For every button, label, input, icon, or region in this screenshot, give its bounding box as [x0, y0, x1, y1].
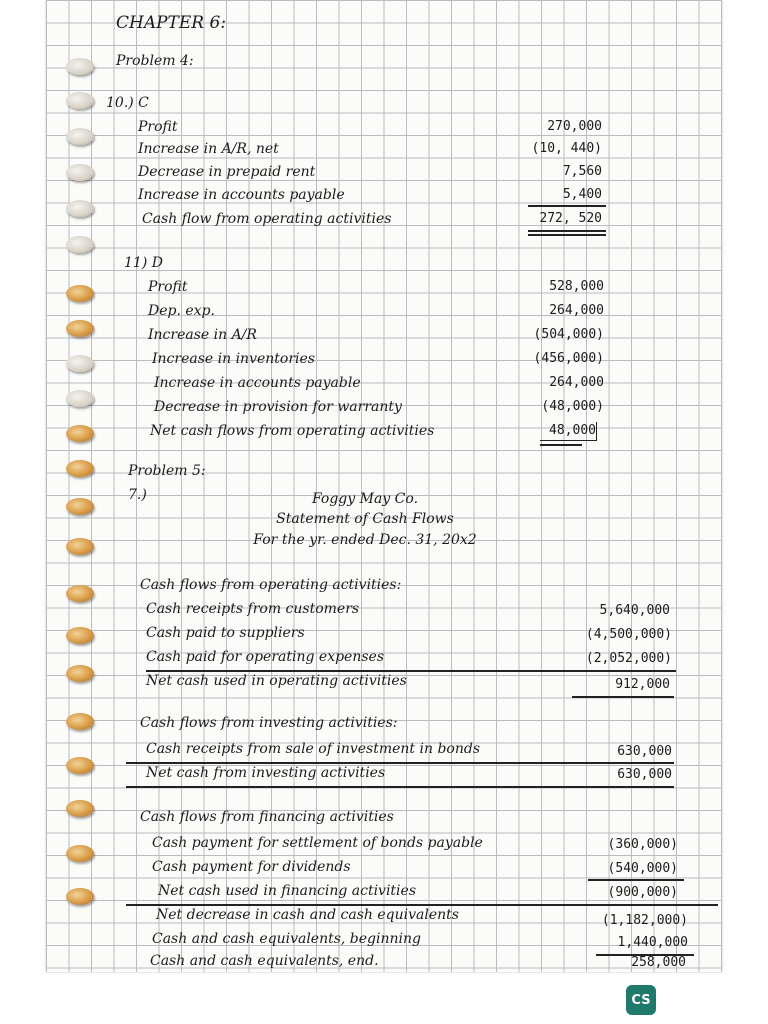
q10-ar-label: Increase in A/R, net	[138, 141, 279, 157]
op-expenses-amount: (2,052,000)	[585, 651, 672, 666]
q11-ar-label: Increase in A/R	[148, 327, 257, 343]
spiral-ring	[66, 200, 94, 217]
spiral-ring	[66, 713, 94, 730]
spiral-ring	[66, 800, 94, 817]
op-customers-label: Cash receipts from customers	[146, 601, 360, 617]
spiral-ring	[66, 285, 94, 302]
q11-warranty-amount: (48,000)	[541, 399, 604, 414]
spiral-ring	[66, 757, 94, 774]
cash-end-amount: 258,000	[631, 955, 686, 970]
q11-inventory-label: Increase in inventories	[152, 351, 315, 367]
q10-double-rule-2	[528, 234, 606, 236]
q11-ar-amount: (504,000)	[533, 327, 604, 342]
q11-total-amount: 48,000	[540, 422, 597, 441]
q10-profit-label: Profit	[138, 119, 178, 135]
spiral-ring	[66, 355, 94, 372]
q11-inventory-amount: (456,000)	[533, 351, 604, 366]
fin-total-label: Net cash used in financing activities	[158, 883, 417, 899]
chapter-title: CHAPTER 6:	[116, 13, 227, 33]
operating-heading: Cash flows from operating activities:	[140, 577, 402, 593]
fin-dividends-label: Cash payment for dividends	[152, 859, 351, 875]
problem-4-heading: Problem 4:	[116, 53, 194, 69]
spiral-ring	[66, 845, 94, 862]
inv-bonds-label: Cash receipts from sale of investment in bonds	[146, 741, 480, 757]
spiral-ring	[66, 58, 94, 75]
statement-title: Statement of Cash Flows	[276, 511, 454, 527]
inv-total-label: Net cash from investing activities	[146, 765, 386, 781]
camscanner-logo	[626, 985, 656, 1015]
q11-total-label: Net cash flows from operating activities	[150, 423, 435, 439]
q10-subtotal-rule	[528, 205, 606, 207]
q10-profit-amount: 270,000	[547, 119, 602, 134]
investing-heading: Cash flows from investing activities:	[140, 715, 398, 731]
cash-beginning-amount: 1,440,000	[617, 935, 688, 950]
op-customers-amount: 5,640,000	[599, 603, 670, 618]
q10-ar-amount: (10, 440)	[531, 141, 602, 156]
spiral-ring	[66, 236, 94, 253]
q10-double-rule-1	[528, 230, 606, 232]
fin-bonds-amount: (360,000)	[607, 837, 678, 852]
spiral-ring	[66, 92, 94, 109]
q10-ap-amount: 5,400	[562, 187, 602, 202]
inv-total-amount: 630,000	[617, 767, 672, 782]
spiral-ring	[66, 164, 94, 181]
operating-total-rule	[572, 696, 674, 698]
spiral-ring	[66, 627, 94, 644]
spiral-ring	[66, 460, 94, 477]
spiral-ring	[66, 128, 94, 145]
statement-period: For the yr. ended Dec. 31, 20x2	[253, 532, 477, 548]
spiral-ring	[66, 320, 94, 337]
spiral-ring	[66, 390, 94, 407]
spiral-ring	[66, 538, 94, 555]
q11-label: 11) D	[124, 255, 163, 271]
q10-label: 10.) C	[106, 95, 149, 111]
net-decrease-label: Net decrease in cash and cash equivalents	[156, 907, 459, 923]
problem-5-heading: Problem 5:	[128, 463, 206, 479]
q11-dep-amount: 264,000	[549, 303, 604, 318]
q11-double-rule	[540, 444, 582, 446]
q11-ap-label: Increase in accounts payable	[154, 375, 361, 391]
cash-beginning-label: Cash and cash equivalents, beginning	[152, 931, 421, 947]
q11-dep-label: Dep. exp.	[148, 303, 215, 319]
camscanner-logo-text: CS	[631, 992, 651, 1008]
spiral-ring	[66, 498, 94, 515]
q10-prepaid-amount: 7,560	[562, 164, 602, 179]
q11-warranty-label: Decrease in provision for warranty	[154, 399, 402, 415]
investing-total-rule	[126, 786, 674, 788]
spiral-binding	[62, 0, 102, 972]
op-suppliers-label: Cash paid to suppliers	[146, 625, 305, 641]
spiral-ring	[66, 665, 94, 682]
op-total-label: Net cash used in operating activities	[146, 673, 407, 689]
net-decrease-amount: (1,182,000)	[601, 913, 688, 928]
financing-subtotal-rule	[588, 879, 684, 881]
fin-bonds-label: Cash payment for settlement of bonds payable	[152, 835, 483, 851]
inv-bonds-amount: 630,000	[617, 744, 672, 759]
q10-prepaid-label: Decrease in prepaid rent	[138, 164, 316, 180]
op-total-amount: 912,000	[615, 677, 670, 692]
q7-label: 7.)	[128, 487, 147, 503]
spiral-ring	[66, 585, 94, 602]
cash-end-label: Cash and cash equivalents, end.	[150, 953, 379, 969]
company-name: Foggy May Co.	[311, 491, 419, 507]
q11-profit-amount: 528,000	[549, 279, 604, 294]
op-expenses-label: Cash paid for operating expenses	[146, 649, 385, 665]
fin-dividends-amount: (540,000)	[607, 861, 678, 876]
op-suppliers-amount: (4,500,000)	[585, 627, 672, 642]
q10-ap-label: Increase in accounts payable	[138, 187, 345, 203]
spiral-ring	[66, 888, 94, 905]
q10-total-label: Cash flow from operating activities	[142, 211, 392, 227]
fin-total-amount: (900,000)	[607, 885, 678, 900]
q11-profit-label: Profit	[148, 279, 188, 295]
q11-ap-amount: 264,000	[549, 375, 604, 390]
q10-total-amount: 272, 520	[539, 211, 602, 226]
spiral-ring	[66, 425, 94, 442]
financing-heading: Cash flows from financing activities	[140, 809, 394, 825]
